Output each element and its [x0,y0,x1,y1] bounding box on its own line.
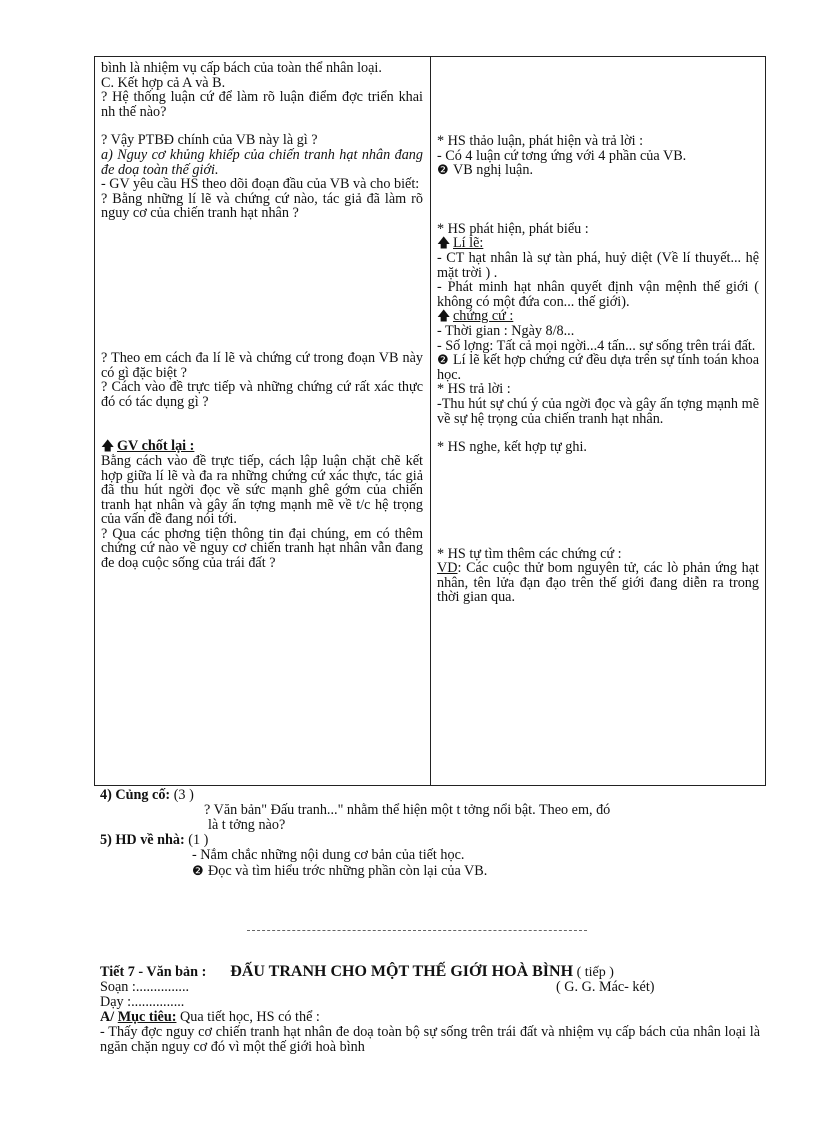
left-text: ? Cách vào đề trực tiếp và những chứng cứ rất xác thực đó có tác dụng gì ? [101,379,423,410]
lesson-label: Tiết 7 - Văn bản : [100,964,207,980]
homework-item: Đọc và tìm hiểu trớc những phần còn lại của VB. [208,863,488,879]
left-text: ? Bằng những lí lẽ và chứng cứ nào, tác giả đã làm rõ nguy cơ của chiến tranh hạt nhân ? [101,190,423,222]
evidence-label: chứng cứ : [453,308,514,325]
right-text: * HS nghe, kết hợp tự ghi. [437,439,587,456]
right-text: - Phát minh hạt nhân quyết định vận mệnh thế giới ( không có một đứa con... thế giới). [437,279,759,310]
right-text: VB nghị luận. [453,162,533,179]
next-lesson-header [100,964,760,1055]
homework-label: 5) HD về nhà: [100,832,185,848]
right-text: * HS phát hiện, phát biểu : [437,220,589,237]
homework-item: - Nắm chắc những nội dung cơ bản của tiết học. [192,847,465,863]
objective-text: Qua tiết học, HS có thể : [180,1009,320,1025]
right-text: Lí lẽ kết hợp chứng cứ đều dựa trên sự tính toán khoa học. [437,352,759,383]
left-text: - GV yêu cầu HS theo dõi đoạn đầu của VB và cho biết: [101,176,420,193]
left-text: ? Hệ thống luận cứ để làm rõ luận điểm đợc triển khai nh thế nào? [101,89,423,120]
table-column-divider [430,57,431,785]
right-text: * HS thảo luận, phát hiện và trả lời : [437,133,644,149]
left-text: Bằng cách vào đề trực tiếp, cách lập luận chặt chẽ kết hợp giữa lí lẽ và đa ra những chứng cứ xác thực, tác giả đã thu hút ngời đọc về sức mạnh ghê gớm của chiến tranh hạt nhân và gây ấn tợng mạnh mẽ về t/c hệ trọng của vấn đề đang nói tới. [101,452,423,528]
right-text: - CT hạt nhân là sự tàn phá, huỷ diệt (Về lí thuyết... hệ mặt trời ) . [437,249,759,281]
lesson-wrapup [100,788,760,879]
left-text: ? Qua các phơng tiện thông tin đại chúng, em có thêm chứng cứ nào về nguy cơ chiến tranh hạt nhân vẫn đang đe doạ cuộc sống của trái đất ? [101,525,423,572]
lesson-title-note: ( tiếp ) [576,965,614,980]
left-text: C. Kết hợp cả A và B. [101,74,226,91]
right-text: : Các cuộc thử bom nguyên tử, các lò phản ứng hạt nhân, tên lửa đạn đạo trên thế giới đang diễn ra trong thời gian qua. [437,560,759,606]
homework-time: (1 ) [188,832,209,848]
left-text: ? Theo em cách đa lí lẽ và chứng cứ trong đoạn VB này có gì đặc biệt ? [101,349,423,381]
right-text: * HS trả lời : [437,381,511,398]
example-label: VD [437,560,458,577]
circled-two-icon: ❷ [192,863,204,878]
left-text: bình là nhiệm vụ cấp bách của toàn thể nhân loại. [101,60,382,76]
teacher-activity-column [101,61,423,571]
section-separator [247,930,587,931]
up-arrow-icon: 🡅 [437,235,451,251]
objective-label: Mục tiêu: [117,1009,177,1025]
reasons-label: Lí lẽ: [453,235,484,252]
lesson-table [94,56,766,786]
prep-date: Soạn :............... [100,979,190,995]
consolidation-time: (3 ) [173,787,194,803]
up-arrow-icon: 🡅 [101,438,115,454]
circled-two-icon: ❷ [437,352,449,368]
left-section-heading: a) Nguy cơ khủng khiếp của chiến tranh hạt nhân đang đe doạ toàn thế giới. [101,146,423,178]
consolidation-question: ? Văn bản" Đấu tranh..." nhằm thể hiện một t tởng nổi bật. Theo em, đó [204,802,611,818]
right-text: -Thu hút sự chú ý của ngời đọc và gây ấn tợng mạnh mẽ về sự hệ trọng của chiến tranh hạt nhân. [437,395,759,427]
teacher-conclusion-label: GV chốt lại : [117,438,195,455]
right-text: * HS tự tìm thêm các chứng cứ : [437,545,622,562]
up-arrow-icon: 🡅 [437,308,451,324]
right-text: - Thời gian : Ngày 8/8... [437,322,575,339]
consolidation-label: 4) Củng cố: [100,787,171,803]
teach-date: Dạy :............... [100,994,185,1010]
objective-prefix: A/ [100,1009,115,1025]
right-text: - Số lợng: Tất cả mọi ngời...4 tấn... sự sống trên trái đất. [437,337,756,354]
right-text: - Có 4 luận cứ tơng ứng với 4 phần của VB. [437,147,687,164]
lesson-author: ( G. G. Mác- két) [556,979,655,995]
objective-body: - Thấy đợc nguy cơ chiến tranh hạt nhân đe doạ toàn bộ sự sống trên trái đất và nhiệm vụ cấp bách của nhân loại là ngăn chặn nguy cơ đó vì một thế giới hoà bình [100,1024,760,1055]
lesson-title: ĐẤU TRANH CHO MỘT THẾ GIỚI HOÀ BÌNH [230,963,574,980]
student-activity-column [437,61,759,605]
circled-two-icon: ❷ [437,162,449,178]
left-text: ? Vậy PTBĐ chính của VB này là gì ? [101,132,318,149]
consolidation-question: là t tởng nào? [208,817,286,833]
